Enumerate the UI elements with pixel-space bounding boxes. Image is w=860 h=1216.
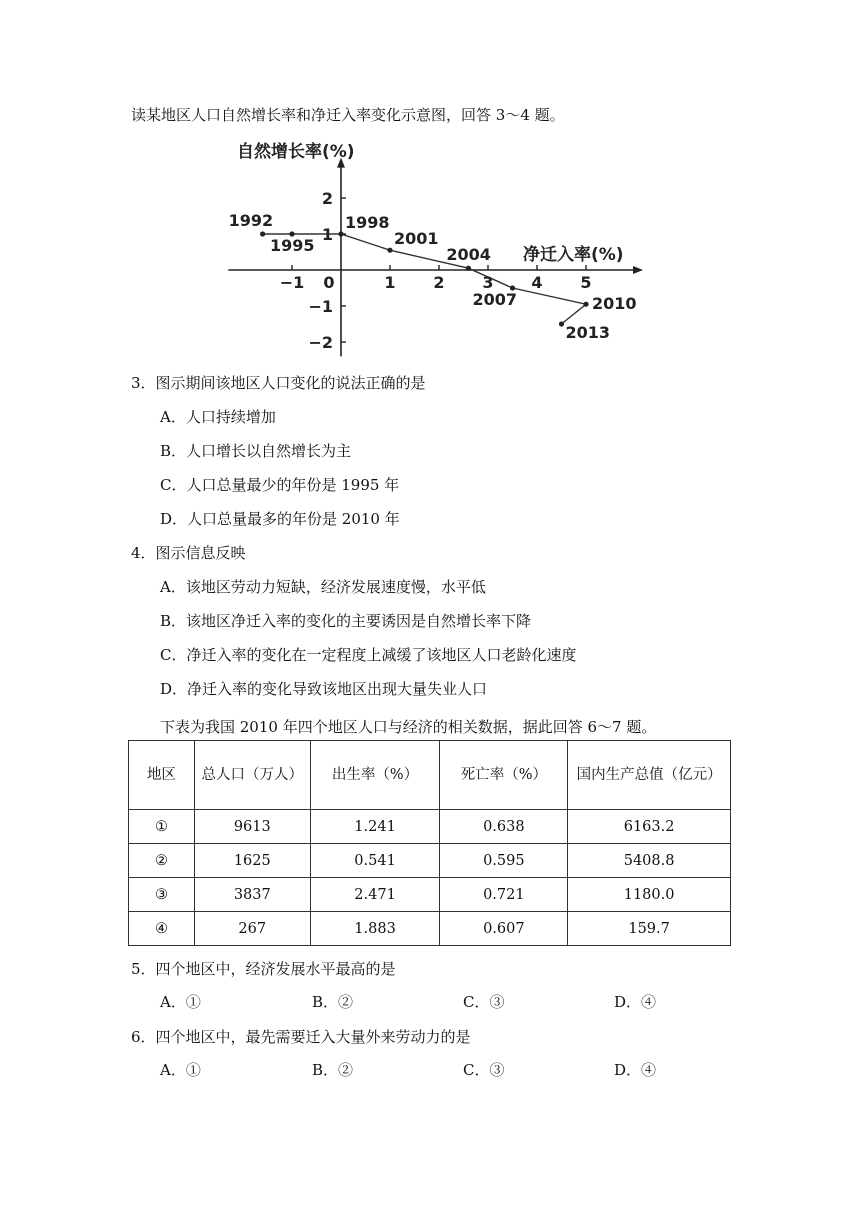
table-intro: 下表为我国 2010 年四个地区人口与经济的相关数据，据此回答 6～7 题。 xyxy=(160,718,657,736)
x-axis-arrow xyxy=(633,266,643,274)
x-tick-label: 3 xyxy=(482,273,494,292)
table-cell: 0.607 xyxy=(440,912,568,946)
header-birth-rate: 出生率（%） xyxy=(310,741,440,810)
q5-choice-d: D．④ xyxy=(614,993,657,1011)
data-point-2001 xyxy=(387,248,392,253)
table-cell: 9613 xyxy=(194,810,310,844)
table-cell: 3837 xyxy=(194,878,310,912)
x-tick-label: 0 xyxy=(323,273,335,292)
q3-option-b: B．人口增长以自然增长为主 xyxy=(160,442,352,460)
header-gdp: 国内生产总值（亿元） xyxy=(568,741,731,810)
q3-option-d: D．人口总量最多的年份是 2010 年 xyxy=(160,510,400,528)
table-row xyxy=(129,878,731,912)
q4-option-d: D．净迁入率的变化导致该地区出现大量失业人口 xyxy=(160,680,488,698)
q6-stem: 6．四个地区中，最先需要迁入大量外来劳动力的是 xyxy=(131,1028,471,1046)
population-chart xyxy=(225,136,670,358)
header-population: 总人口（万人） xyxy=(194,741,310,810)
table-row xyxy=(129,912,731,946)
table-cell: ④ xyxy=(129,912,195,946)
q4-option-b: B．该地区净迁入率的变化的主要诱因是自然增长率下降 xyxy=(160,612,532,630)
point-label-2007: 2007 xyxy=(472,290,518,309)
q5-choice-b: B．② xyxy=(312,993,354,1011)
q3-option-a: A．人口持续增加 xyxy=(160,408,276,426)
table-cell: 0.638 xyxy=(440,810,568,844)
table-cell: ③ xyxy=(129,878,195,912)
data-point-2013 xyxy=(559,321,564,326)
q4-stem: 4．图示信息反映 xyxy=(131,544,246,562)
y-tick-label: −2 xyxy=(308,333,333,352)
table-cell: 267 xyxy=(194,912,310,946)
y-tick-label: 2 xyxy=(321,189,333,208)
header-death-rate: 死亡率（%） xyxy=(440,741,568,810)
y-axis-title: 自然增长率(%) xyxy=(237,142,355,162)
header-region: 地区 xyxy=(129,741,195,810)
point-label-2004: 2004 xyxy=(446,245,491,265)
table-cell: ① xyxy=(129,810,195,844)
x-axis-title: 净迁入率(%) xyxy=(523,245,624,265)
q5-stem: 5．四个地区中，经济发展水平最高的是 xyxy=(131,960,396,978)
table-cell: 1.241 xyxy=(310,810,440,844)
table-cell: 6163.2 xyxy=(568,810,731,844)
table-row xyxy=(129,810,731,844)
x-tick-label: −1 xyxy=(279,273,305,292)
q4-option-a: A．该地区劳动力短缺，经济发展速度慢，水平低 xyxy=(160,578,486,596)
data-point-1992 xyxy=(260,231,265,236)
point-label-2013: 2013 xyxy=(565,323,611,342)
point-label-1992: 1992 xyxy=(228,211,274,230)
q4-option-c: C．净迁入率的变化在一定程度上减缓了该地区人口老龄化速度 xyxy=(160,646,577,664)
q5-choice-c: C．③ xyxy=(463,993,505,1011)
chart-labels xyxy=(229,141,637,352)
q6-choice-d: D．④ xyxy=(614,1061,657,1079)
table-cell: 0.595 xyxy=(440,844,568,878)
intro-text: 读某地区人口自然增长率和净迁入率变化示意图，回答 3～4 题。 xyxy=(131,106,565,124)
point-label-1995: 1995 xyxy=(270,236,315,255)
q6-choice-c: C．③ xyxy=(463,1061,505,1079)
table-cell: 1.883 xyxy=(310,912,440,946)
data-point-2004 xyxy=(466,266,471,271)
table-header-row xyxy=(129,741,731,810)
table-cell: ② xyxy=(129,844,195,878)
q3-option-c: C．人口总量最少的年份是 1995 年 xyxy=(160,476,400,494)
table-cell: 1625 xyxy=(194,844,310,878)
q6-choice-b: B．② xyxy=(312,1061,354,1079)
point-label-2010: 2010 xyxy=(592,294,637,314)
table-cell: 2.471 xyxy=(310,878,440,912)
table-cell: 0.541 xyxy=(310,844,440,878)
data-point-1998 xyxy=(338,231,343,236)
point-label-1998: 1998 xyxy=(345,213,390,232)
table-cell: 5408.8 xyxy=(568,844,731,878)
x-tick-label: 2 xyxy=(433,273,445,292)
point-label-2001: 2001 xyxy=(394,229,439,249)
x-tick-label: 4 xyxy=(531,273,543,292)
table-cell: 0.721 xyxy=(440,878,568,912)
table-cell: 1180.0 xyxy=(568,878,731,912)
q6-choice-a: A．① xyxy=(160,1061,201,1079)
data-point-2010 xyxy=(583,302,588,307)
y-tick-label: 1 xyxy=(321,225,333,244)
q5-choice-a: A．① xyxy=(160,993,201,1011)
x-tick-label: 5 xyxy=(580,273,592,292)
table-row xyxy=(129,844,731,878)
y-tick-label: −1 xyxy=(308,297,333,316)
x-tick-label: 1 xyxy=(384,273,396,292)
q3-stem: 3．图示期间该地区人口变化的说法正确的是 xyxy=(131,374,426,392)
data-table xyxy=(128,740,731,946)
table-cell: 159.7 xyxy=(568,912,731,946)
